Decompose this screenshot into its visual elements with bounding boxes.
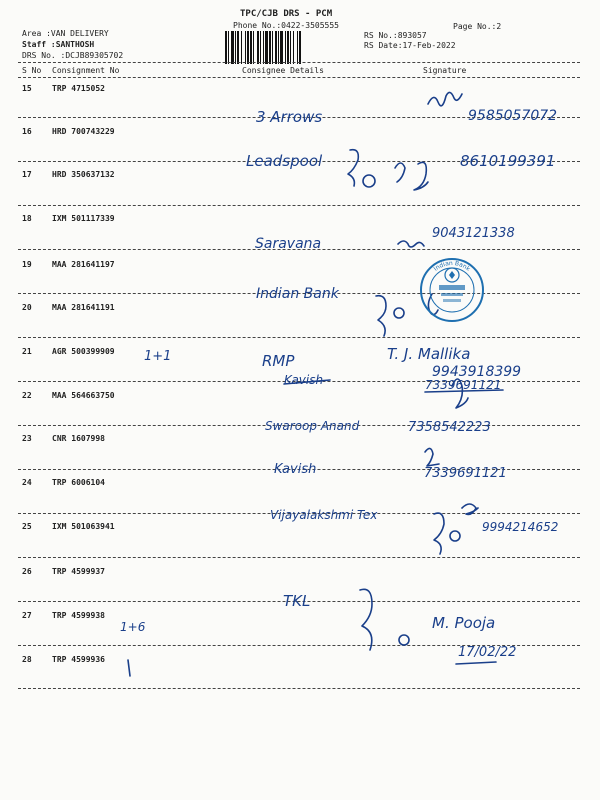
- row-sno: 20: [22, 303, 32, 312]
- page-number: Page No.:2: [453, 22, 502, 31]
- handwritten-date-28: 17/02/22: [458, 645, 517, 660]
- row-consignment: CNR 1607998: [52, 434, 105, 443]
- row-consignment: IXM 501117339: [52, 214, 115, 223]
- row-consignment: IXM 501063941: [52, 522, 115, 531]
- row-sno: 25: [22, 522, 32, 531]
- sheet-title: TPC/CJB DRS - PCM: [240, 9, 333, 19]
- row-sno: 27: [22, 611, 32, 620]
- handwritten-phone-25: 9994214652: [482, 520, 559, 534]
- row-sno: 23: [22, 434, 32, 443]
- bank-stamp: [419, 257, 485, 323]
- rs-number: RS No.:893057: [364, 31, 427, 40]
- row-sno: 28: [22, 655, 32, 664]
- handwritten-mark-27: 1+6: [120, 620, 146, 634]
- handwritten-consignee-20: Indian Bank: [256, 286, 339, 302]
- row-sno: 26: [22, 567, 32, 576]
- handwritten-consignee-23: Swaroop Anand: [265, 419, 360, 433]
- handwritten-consignee-16: 3 Arrows: [256, 108, 323, 126]
- row-consignment: TRP 4599937: [52, 567, 105, 576]
- handwritten-consignee-25: Vijayalakshmi Tex: [270, 508, 378, 522]
- row-consignment: HRD 350637132: [52, 170, 115, 179]
- handwritten-consignee-27: TKL: [283, 592, 311, 610]
- staff-label: Staff :SANTHOSH: [22, 40, 95, 49]
- col-consignment: Consignment No: [52, 66, 120, 75]
- row-sno: 19: [22, 260, 32, 269]
- handwritten-signature-21: T. J. Mallika: [387, 345, 471, 363]
- handwritten-consignee-18: Saravana: [255, 236, 322, 252]
- handwritten-consignee-21: RMP: [262, 352, 295, 370]
- handwritten-phone-18: 9043121338: [432, 226, 515, 241]
- row-sno: 22: [22, 391, 32, 400]
- handwritten-signature-27: M. Pooja: [432, 614, 496, 632]
- handwritten-phone-16: 9585057072: [468, 108, 558, 124]
- row-sno: 24: [22, 478, 32, 487]
- row-consignment: TRP 4599938: [52, 611, 105, 620]
- handwritten-phone-22: 7339691121: [425, 378, 502, 392]
- col-sno: S No: [22, 66, 42, 75]
- phone-number: Phone No.:0422-3505555: [233, 21, 339, 30]
- row-consignment: MAA 281641197: [52, 260, 115, 269]
- stamp-text: Indian Bank: [432, 259, 472, 273]
- rs-date: RS Date:17-Feb-2022: [364, 41, 456, 50]
- handwritten-consignee-17: Leadspool: [246, 152, 323, 170]
- row-consignment: HRD 700743229: [52, 127, 115, 136]
- col-signature: Signature: [423, 66, 467, 75]
- row-consignment: TRP 4599936: [52, 655, 105, 664]
- row-sno: 17: [22, 170, 32, 179]
- row-sno: 18: [22, 214, 32, 223]
- handwritten-phone-21: 9943918399: [432, 364, 522, 380]
- row-consignment: TRP 4715052: [52, 84, 105, 93]
- row-consignment: TRP 6006104: [52, 478, 105, 487]
- row-consignment: MAA 564663750: [52, 391, 115, 400]
- handwritten-mark-21: 1+1: [144, 349, 172, 364]
- col-consignee: Consignee Details: [242, 66, 324, 75]
- area-label: Area :VAN DELIVERY: [22, 29, 109, 38]
- drs-number: DRS No. :DCJB89305702: [22, 51, 124, 60]
- row-sno: 21: [22, 347, 32, 356]
- handwritten-phone-23: 7358542223: [408, 420, 491, 435]
- handwritten-consignee-22: Kavish: [284, 373, 324, 387]
- row-sno: 16: [22, 127, 32, 136]
- handwritten-consignee-24: Kavish: [274, 462, 317, 477]
- handwritten-phone-17: 8610199391: [460, 152, 556, 170]
- handwritten-phone-24: 7339691121: [424, 466, 507, 481]
- row-sno: 15: [22, 84, 32, 93]
- row-consignment: AGR 500399909: [52, 347, 115, 356]
- row-consignment: MAA 281641191: [52, 303, 115, 312]
